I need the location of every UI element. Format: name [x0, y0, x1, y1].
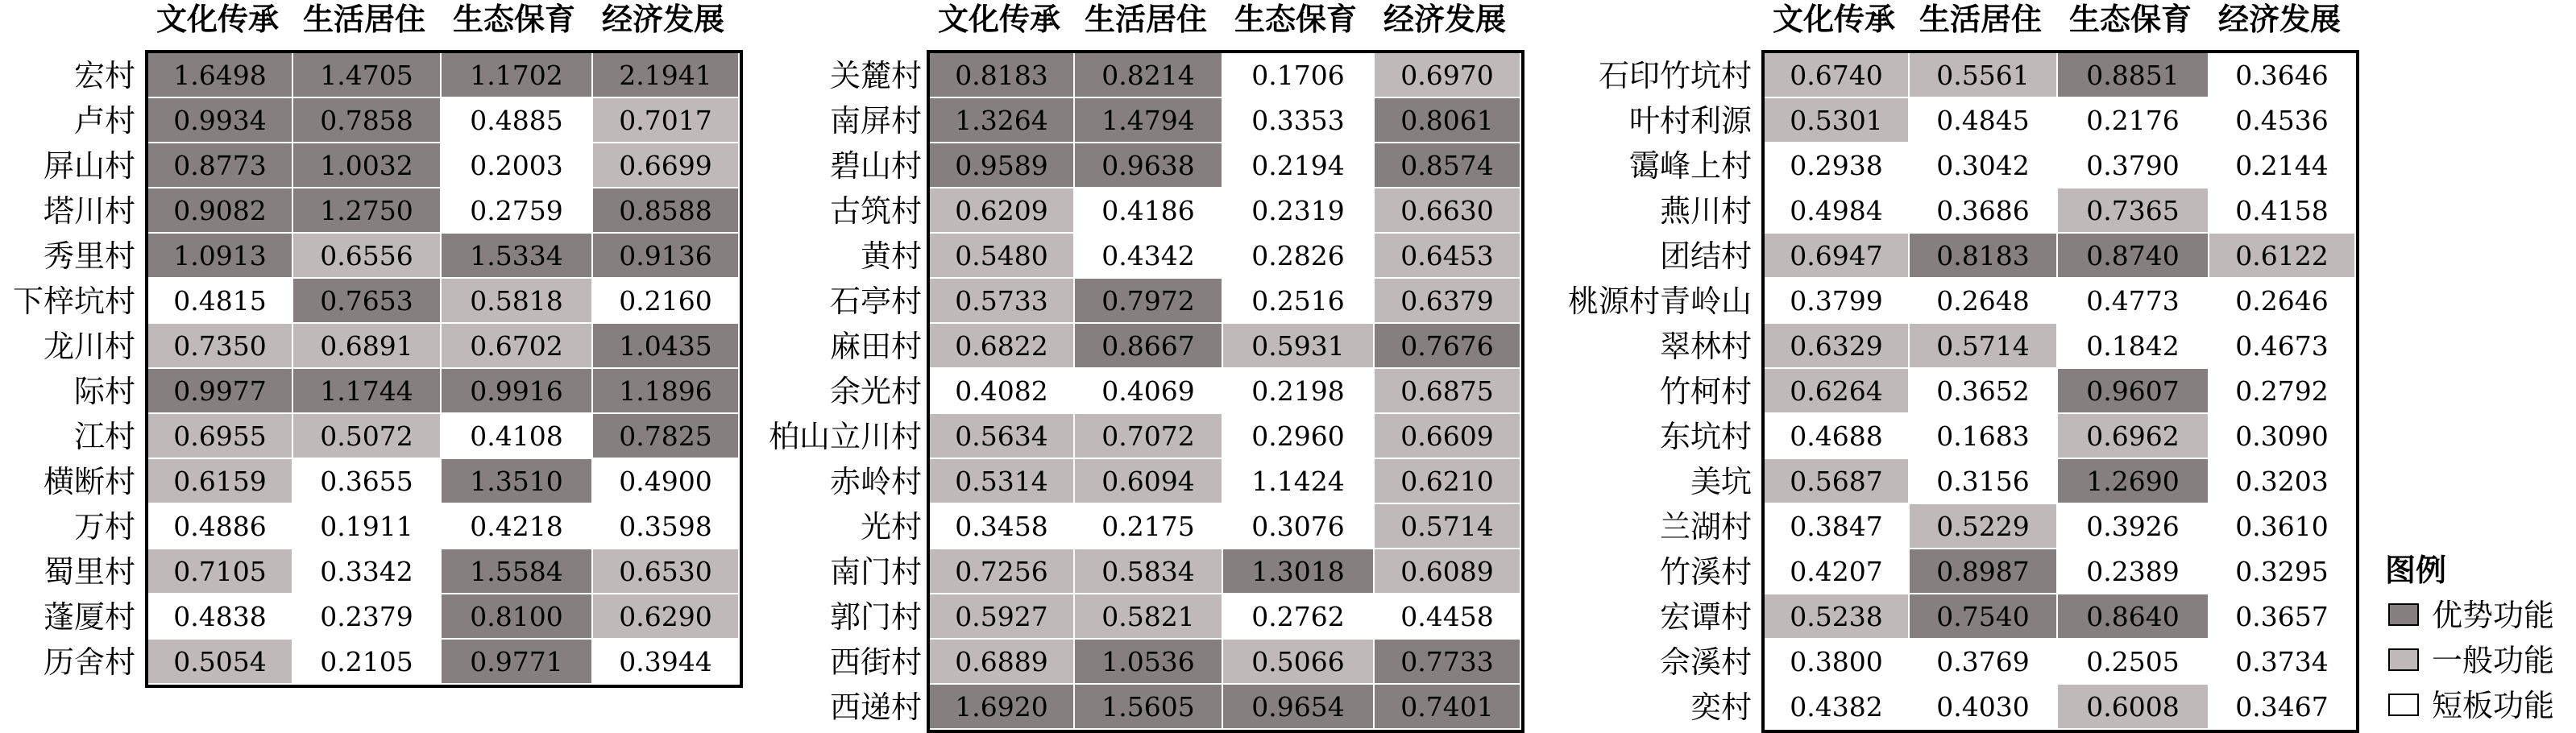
table-cell: 0.6556	[293, 234, 442, 279]
row-label: 万村	[73, 509, 135, 545]
table-cell: 0.3926	[2058, 504, 2209, 549]
table-cell: 0.4186	[1075, 188, 1223, 234]
table-cell: 0.3769	[1910, 640, 2058, 685]
table-cell: 0.7540	[1910, 594, 2058, 640]
table-cell: 0.6609	[1375, 414, 1521, 459]
legend-swatch-general	[2388, 648, 2419, 671]
table-cell: 1.1702	[442, 53, 593, 98]
table-cell: 0.2003	[442, 143, 593, 188]
column-header: 经济发展	[2217, 1, 2341, 37]
column-header: 文化传承	[156, 1, 279, 37]
table-cell: 0.7858	[293, 98, 442, 143]
table-cell: 0.7072	[1075, 414, 1223, 459]
column-header: 文化传承	[1772, 1, 1895, 37]
table-cell: 1.3018	[1223, 549, 1375, 594]
data-table-1	[145, 50, 743, 688]
table-cell: 0.3295	[2209, 549, 2356, 594]
table-cell: 1.6498	[148, 53, 293, 98]
column-header: 生态保育	[452, 1, 575, 37]
table-cell: 0.6530	[593, 549, 740, 594]
table-cell: 0.5733	[930, 279, 1075, 324]
table-cell: 0.6094	[1075, 459, 1223, 504]
table-cell: 0.7350	[148, 324, 293, 369]
column-header: 文化传承	[937, 1, 1060, 37]
table-cell: 1.5584	[442, 549, 593, 594]
table-cell: 0.1683	[1910, 414, 2058, 459]
table-cell: 0.8061	[1375, 98, 1521, 143]
legend-swatch-advantage	[2388, 603, 2419, 626]
table-cell: 0.8588	[593, 188, 740, 234]
row-label: 余光村	[829, 374, 922, 409]
table-cell: 1.6920	[930, 685, 1075, 730]
row-label: 佘溪村	[1659, 644, 1752, 680]
table-cell: 0.2648	[1910, 279, 2058, 324]
row-label: 古筑村	[829, 193, 922, 229]
table-cell: 0.6210	[1375, 459, 1521, 504]
table-cell: 0.4984	[1765, 188, 1910, 234]
table-cell: 0.6008	[2058, 685, 2209, 730]
table-cell: 0.3657	[2209, 594, 2356, 640]
table-cell: 0.2389	[2058, 549, 2209, 594]
table-cell: 0.1706	[1223, 53, 1375, 98]
row-label: 卢村	[73, 103, 135, 139]
table-cell: 0.2105	[293, 640, 442, 685]
table-cell: 0.6955	[148, 414, 293, 459]
table-cell: 0.3686	[1910, 188, 2058, 234]
table-cell: 0.3090	[2209, 414, 2356, 459]
row-label: 横断村	[43, 464, 135, 499]
row-label: 黄村	[860, 238, 922, 274]
row-label: 石亭村	[829, 284, 922, 319]
table-cell: 0.2792	[2209, 369, 2356, 414]
table-cell: 0.6453	[1375, 234, 1521, 279]
row-label: 美坑	[1690, 464, 1752, 499]
table-cell: 0.3800	[1765, 640, 1910, 685]
table-cell: 0.2762	[1223, 594, 1375, 640]
row-label: 蓬厦村	[43, 599, 135, 635]
data-table-2	[927, 50, 1524, 733]
table-cell: 0.7972	[1075, 279, 1223, 324]
table-cell: 0.2646	[2209, 279, 2356, 324]
row-label: 光村	[860, 509, 922, 545]
table-cell: 0.6264	[1765, 369, 1910, 414]
table-cell: 1.2750	[293, 188, 442, 234]
table-cell: 0.3458	[930, 504, 1075, 549]
table-cell: 1.3510	[442, 459, 593, 504]
row-label: 东坑村	[1659, 419, 1752, 454]
table-cell: 0.2160	[593, 279, 740, 324]
table-cell: 0.4773	[2058, 279, 2209, 324]
table-cell: 0.3652	[1910, 369, 2058, 414]
row-label: 宏村	[73, 58, 135, 93]
table-cell: 0.8574	[1375, 143, 1521, 188]
table-cell: 0.3655	[293, 459, 442, 504]
row-label: 郭门村	[829, 599, 922, 635]
table-cell: 1.4705	[293, 53, 442, 98]
table-cell: 0.5821	[1075, 594, 1223, 640]
table-cell: 0.2144	[2209, 143, 2356, 188]
table-cell: 1.5334	[442, 234, 593, 279]
table-cell: 1.1896	[593, 369, 740, 414]
table-cell: 0.7365	[2058, 188, 2209, 234]
table-cell: 0.4536	[2209, 98, 2356, 143]
legend-item-general	[2385, 638, 2554, 683]
table-cell: 0.9654	[1223, 685, 1375, 730]
row-label: 麻田村	[829, 329, 922, 364]
row-label: 石印竹坑村	[1598, 58, 1752, 93]
table-cell: 0.5714	[1375, 504, 1521, 549]
table-cell: 0.9771	[442, 640, 593, 685]
table-cell: 0.8987	[1910, 549, 2058, 594]
table-cell: 0.4838	[148, 594, 293, 640]
row-label: 宏谭村	[1659, 599, 1752, 635]
table-cell: 0.3790	[2058, 143, 2209, 188]
table-cell: 0.5687	[1765, 459, 1910, 504]
table-cell: 0.2176	[2058, 98, 2209, 143]
table-cell: 0.7825	[593, 414, 740, 459]
table-cell: 1.2690	[2058, 459, 2209, 504]
row-label: 竹柯村	[1659, 374, 1752, 409]
legend-item-advantage	[2385, 593, 2554, 638]
table-cell: 0.3610	[2209, 504, 2356, 549]
table-cell: 0.6822	[930, 324, 1075, 369]
legend-swatch-weak	[2388, 694, 2419, 716]
row-label: 塔川村	[43, 193, 135, 229]
column-header: 生活居住	[1919, 1, 2042, 37]
row-label: 际村	[73, 374, 135, 409]
table-cell: 0.3353	[1223, 98, 1375, 143]
table-cell: 0.5314	[930, 459, 1075, 504]
table-cell: 0.3598	[593, 504, 740, 549]
table-cell: 0.5054	[148, 640, 293, 685]
table-cell: 0.6209	[930, 188, 1075, 234]
table-cell: 0.3467	[2209, 685, 2356, 730]
row-label: 西递村	[829, 690, 922, 725]
table-cell: 0.6970	[1375, 53, 1521, 98]
table-cell: 0.9607	[2058, 369, 2209, 414]
row-label: 翠林村	[1659, 329, 1752, 364]
table-cell: 1.1424	[1223, 459, 1375, 504]
table-cell: 0.2194	[1223, 143, 1375, 188]
row-label: 秀里村	[43, 238, 135, 274]
legend-title: 图例	[2385, 552, 2447, 588]
table-cell: 0.4069	[1075, 369, 1223, 414]
table-cell: 0.6089	[1375, 549, 1521, 594]
column-header: 经济发展	[1383, 1, 1506, 37]
table-cell: 0.5818	[442, 279, 593, 324]
table-cell: 0.6962	[2058, 414, 2209, 459]
table-cell: 1.1744	[293, 369, 442, 414]
table-cell: 0.9934	[148, 98, 293, 143]
table-cell: 0.9082	[148, 188, 293, 234]
table-cell: 2.1941	[593, 53, 740, 98]
row-label: 燕川村	[1659, 193, 1752, 229]
column-header: 生活居住	[1084, 1, 1207, 37]
table-cell: 0.4673	[2209, 324, 2356, 369]
table-cell: 0.7105	[148, 549, 293, 594]
legend-item-weak	[2385, 683, 2554, 728]
table-cell: 0.2319	[1223, 188, 1375, 234]
table-cell: 0.7733	[1375, 640, 1521, 685]
table-cell: 0.5480	[930, 234, 1075, 279]
table-cell: 0.2198	[1223, 369, 1375, 414]
row-label: 竹溪村	[1659, 554, 1752, 590]
table-cell: 1.4794	[1075, 98, 1223, 143]
table-cell: 0.4382	[1765, 685, 1910, 730]
table-cell: 0.8183	[1910, 234, 2058, 279]
table-cell: 0.4218	[442, 504, 593, 549]
row-label: 南屏村	[829, 103, 922, 139]
table-cell: 0.8667	[1075, 324, 1223, 369]
table-cell: 0.7653	[293, 279, 442, 324]
table-cell: 0.8851	[2058, 53, 2209, 98]
table-cell: 0.3734	[2209, 640, 2356, 685]
table-cell: 0.2516	[1223, 279, 1375, 324]
table-cell: 0.3646	[2209, 53, 2356, 98]
table-cell: 0.4030	[1910, 685, 2058, 730]
table-cell: 0.8640	[2058, 594, 2209, 640]
data-table-3	[1761, 50, 2359, 733]
row-label: 碧山村	[829, 148, 922, 184]
row-label: 柏山立川村	[768, 419, 922, 454]
table-cell: 0.3799	[1765, 279, 1910, 324]
row-label: 赤岭村	[829, 464, 922, 499]
row-label: 龙川村	[43, 329, 135, 364]
table-cell: 0.3203	[2209, 459, 2356, 504]
table-cell: 0.6702	[442, 324, 593, 369]
table-cell: 1.0435	[593, 324, 740, 369]
row-label: 奕村	[1690, 690, 1752, 725]
table-cell: 0.5561	[1910, 53, 2058, 98]
table-cell: 0.2826	[1223, 234, 1375, 279]
legend-label-weak: 短板功能	[2432, 688, 2555, 723]
table-cell: 0.5927	[930, 594, 1075, 640]
table-cell: 0.2759	[442, 188, 593, 234]
table-cell: 1.5605	[1075, 685, 1223, 730]
row-label: 团结村	[1659, 238, 1752, 274]
table-cell: 0.9136	[593, 234, 740, 279]
table-cell: 1.0913	[148, 234, 293, 279]
table-cell: 0.3847	[1765, 504, 1910, 549]
table-cell: 0.6875	[1375, 369, 1521, 414]
table-cell: 0.4207	[1765, 549, 1910, 594]
table-cell: 0.4158	[2209, 188, 2356, 234]
table-cell: 0.9977	[148, 369, 293, 414]
table-cell: 0.8214	[1075, 53, 1223, 98]
table-cell: 0.3944	[593, 640, 740, 685]
table-cell: 0.4886	[148, 504, 293, 549]
row-label: 西街村	[829, 644, 922, 680]
table-cell: 0.8183	[930, 53, 1075, 98]
row-label: 霭峰上村	[1628, 148, 1752, 184]
table-cell: 0.4688	[1765, 414, 1910, 459]
table-cell: 0.5066	[1223, 640, 1375, 685]
table-cell: 0.4900	[593, 459, 740, 504]
table-cell: 0.6329	[1765, 324, 1910, 369]
table-cell: 0.6889	[930, 640, 1075, 685]
table-cell: 1.3264	[930, 98, 1075, 143]
row-label: 下梓坑村	[12, 284, 135, 319]
row-label: 历舍村	[43, 644, 135, 680]
legend-label-general: 一般功能	[2432, 643, 2555, 678]
row-label: 江村	[73, 419, 135, 454]
table-cell: 0.9638	[1075, 143, 1223, 188]
table-cell: 0.3042	[1910, 143, 2058, 188]
table-cell: 0.4815	[148, 279, 293, 324]
table-cell: 0.7401	[1375, 685, 1521, 730]
table-cell: 0.3342	[293, 549, 442, 594]
table-cell: 0.5714	[1910, 324, 2058, 369]
row-label: 兰湖村	[1659, 509, 1752, 545]
table-cell: 0.9916	[442, 369, 593, 414]
table-cell: 0.7676	[1375, 324, 1521, 369]
table-cell: 0.3076	[1223, 504, 1375, 549]
table-cell: 0.4885	[442, 98, 593, 143]
table-cell: 0.8773	[148, 143, 293, 188]
table-cell: 0.8100	[442, 594, 593, 640]
legend-label-advantage: 优势功能	[2432, 598, 2555, 633]
table-cell: 0.6740	[1765, 53, 1910, 98]
row-label: 屏山村	[43, 148, 135, 184]
table-cell: 0.5834	[1075, 549, 1223, 594]
table-cell: 0.4082	[930, 369, 1075, 414]
table-cell: 0.8740	[2058, 234, 2209, 279]
table-cell: 0.6630	[1375, 188, 1521, 234]
table-cell: 0.6891	[293, 324, 442, 369]
table-cell: 0.1842	[2058, 324, 2209, 369]
table-cell: 0.5301	[1765, 98, 1910, 143]
table-cell: 0.4342	[1075, 234, 1223, 279]
column-header: 生态保育	[2068, 1, 2192, 37]
column-header: 经济发展	[601, 1, 724, 37]
row-label: 关麓村	[829, 58, 922, 93]
row-label: 南门村	[829, 554, 922, 590]
table-cell: 0.5072	[293, 414, 442, 459]
row-label: 桃源村青岭山	[1567, 284, 1752, 319]
table-cell: 0.7017	[593, 98, 740, 143]
table-cell: 0.6699	[593, 143, 740, 188]
table-cell: 0.5238	[1765, 594, 1910, 640]
table-cell: 0.6379	[1375, 279, 1521, 324]
table-cell: 0.5634	[930, 414, 1075, 459]
table-cell: 0.9589	[930, 143, 1075, 188]
table-cell: 0.3156	[1910, 459, 2058, 504]
row-label: 蜀里村	[43, 554, 135, 590]
table-cell: 0.5931	[1223, 324, 1375, 369]
table-cell: 0.7256	[930, 549, 1075, 594]
table-cell: 0.1911	[293, 504, 442, 549]
table-cell: 0.6947	[1765, 234, 1910, 279]
table-cell: 0.2960	[1223, 414, 1375, 459]
table-cell: 0.2175	[1075, 504, 1223, 549]
column-header: 生态保育	[1234, 1, 1357, 37]
table-cell: 0.2938	[1765, 143, 1910, 188]
table-cell: 0.6122	[2209, 234, 2356, 279]
table-cell: 0.2379	[293, 594, 442, 640]
table-cell: 0.4108	[442, 414, 593, 459]
table-cell: 0.2505	[2058, 640, 2209, 685]
table-cell: 1.0536	[1075, 640, 1223, 685]
table-cell: 1.0032	[293, 143, 442, 188]
table-cell: 0.6290	[593, 594, 740, 640]
table-cell: 0.5229	[1910, 504, 2058, 549]
table-cell: 0.4845	[1910, 98, 2058, 143]
legend	[2385, 548, 2554, 728]
table-cell: 0.6159	[148, 459, 293, 504]
column-header: 生活居住	[302, 1, 425, 37]
row-label: 叶村利源	[1628, 103, 1752, 139]
table-cell: 0.4458	[1375, 594, 1521, 640]
